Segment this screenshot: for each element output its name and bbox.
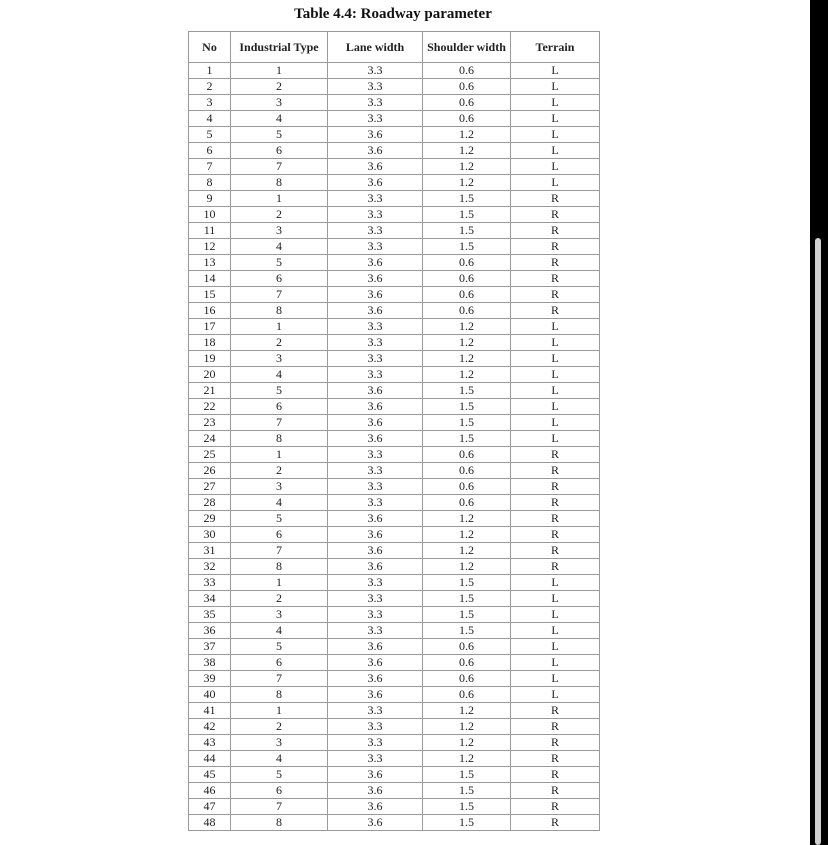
cell-shoulder-width: 0.6 — [423, 479, 511, 495]
cell-lane-width: 3.3 — [328, 751, 423, 767]
table-row — [189, 319, 600, 335]
cell-lane-width: 3.6 — [328, 671, 423, 687]
table-caption: Table 4.4: Roadway parameter — [294, 6, 492, 22]
cell-terrain: R — [511, 223, 600, 239]
cell-shoulder-width: 1.5 — [423, 223, 511, 239]
table-row — [189, 703, 600, 719]
cell-lane-width: 3.6 — [328, 255, 423, 271]
cell-terrain: L — [511, 399, 600, 415]
cell-terrain: R — [511, 783, 600, 799]
cell-no: 42 — [189, 719, 231, 735]
cell-lane-width: 3.6 — [328, 655, 423, 671]
cell-lane-width: 3.6 — [328, 175, 423, 191]
table-row — [189, 767, 600, 783]
cell-no: 44 — [189, 751, 231, 767]
cell-shoulder-width: 1.5 — [423, 415, 511, 431]
cell-no: 38 — [189, 655, 231, 671]
cell-terrain: R — [511, 719, 600, 735]
table-row — [189, 447, 600, 463]
table-row — [189, 751, 600, 767]
cell-industrial-type: 8 — [231, 815, 328, 831]
cell-terrain: L — [511, 431, 600, 447]
cell-shoulder-width: 1.5 — [423, 207, 511, 223]
cell-lane-width: 3.3 — [328, 735, 423, 751]
cell-shoulder-width: 0.6 — [423, 671, 511, 687]
cell-industrial-type: 8 — [231, 559, 328, 575]
cell-industrial-type: 3 — [231, 735, 328, 751]
table-row — [189, 591, 600, 607]
cell-shoulder-width: 1.5 — [423, 591, 511, 607]
cell-industrial-type: 3 — [231, 607, 328, 623]
cell-no: 13 — [189, 255, 231, 271]
cell-no: 23 — [189, 415, 231, 431]
cell-no: 9 — [189, 191, 231, 207]
cell-industrial-type: 4 — [231, 367, 328, 383]
cell-terrain: L — [511, 159, 600, 175]
cell-no: 25 — [189, 447, 231, 463]
cell-lane-width: 3.3 — [328, 703, 423, 719]
cell-lane-width: 3.3 — [328, 111, 423, 127]
cell-industrial-type: 1 — [231, 319, 328, 335]
cell-industrial-type: 2 — [231, 335, 328, 351]
cell-terrain: L — [511, 383, 600, 399]
cell-industrial-type: 4 — [231, 751, 328, 767]
cell-industrial-type: 4 — [231, 239, 328, 255]
cell-shoulder-width: 1.2 — [423, 751, 511, 767]
cell-terrain: R — [511, 191, 600, 207]
cell-shoulder-width: 0.6 — [423, 111, 511, 127]
table-body — [189, 63, 600, 831]
table-row — [189, 271, 600, 287]
cell-shoulder-width: 1.2 — [423, 159, 511, 175]
cell-lane-width: 3.6 — [328, 815, 423, 831]
cell-terrain: R — [511, 511, 600, 527]
cell-terrain: L — [511, 623, 600, 639]
cell-no: 5 — [189, 127, 231, 143]
cell-shoulder-width: 0.6 — [423, 79, 511, 95]
table-row — [189, 783, 600, 799]
cell-no: 43 — [189, 735, 231, 751]
cell-terrain: L — [511, 95, 600, 111]
cell-shoulder-width: 1.5 — [423, 239, 511, 255]
cell-lane-width: 3.3 — [328, 591, 423, 607]
cell-terrain: R — [511, 799, 600, 815]
cell-terrain: L — [511, 111, 600, 127]
cell-no: 27 — [189, 479, 231, 495]
cell-shoulder-width: 1.2 — [423, 319, 511, 335]
table-row — [189, 143, 600, 159]
cell-no: 37 — [189, 639, 231, 655]
cell-no: 29 — [189, 511, 231, 527]
cell-industrial-type: 4 — [231, 495, 328, 511]
cell-industrial-type: 7 — [231, 671, 328, 687]
header-no: No — [189, 32, 231, 63]
cell-shoulder-width: 1.5 — [423, 799, 511, 815]
cell-no: 7 — [189, 159, 231, 175]
table-row — [189, 495, 600, 511]
table-row — [189, 479, 600, 495]
cell-terrain: R — [511, 703, 600, 719]
cell-terrain: L — [511, 335, 600, 351]
cell-lane-width: 3.3 — [328, 319, 423, 335]
table-row — [189, 655, 600, 671]
cell-terrain: R — [511, 463, 600, 479]
cell-shoulder-width: 1.5 — [423, 815, 511, 831]
cell-no: 35 — [189, 607, 231, 623]
cell-terrain: R — [511, 303, 600, 319]
cell-terrain: R — [511, 815, 600, 831]
cell-terrain: L — [511, 415, 600, 431]
cell-industrial-type: 3 — [231, 479, 328, 495]
cell-industrial-type: 6 — [231, 399, 328, 415]
cell-shoulder-width: 0.6 — [423, 255, 511, 271]
cell-shoulder-width: 0.6 — [423, 303, 511, 319]
cell-terrain: L — [511, 655, 600, 671]
cell-lane-width: 3.3 — [328, 335, 423, 351]
cell-no: 14 — [189, 271, 231, 287]
cell-terrain: R — [511, 207, 600, 223]
cell-shoulder-width: 1.2 — [423, 175, 511, 191]
table-row — [189, 351, 600, 367]
cell-no: 26 — [189, 463, 231, 479]
cell-terrain: R — [511, 751, 600, 767]
table-row — [189, 127, 600, 143]
cell-terrain: L — [511, 591, 600, 607]
cell-no: 46 — [189, 783, 231, 799]
cell-terrain: R — [511, 479, 600, 495]
cell-shoulder-width: 0.6 — [423, 655, 511, 671]
cell-industrial-type: 6 — [231, 143, 328, 159]
cell-terrain: L — [511, 175, 600, 191]
cell-industrial-type: 6 — [231, 271, 328, 287]
cell-no: 12 — [189, 239, 231, 255]
cell-terrain: R — [511, 239, 600, 255]
cell-terrain: L — [511, 143, 600, 159]
cell-no: 6 — [189, 143, 231, 159]
cell-no: 34 — [189, 591, 231, 607]
cell-lane-width: 3.3 — [328, 495, 423, 511]
cell-industrial-type: 4 — [231, 111, 328, 127]
cell-shoulder-width: 1.5 — [423, 399, 511, 415]
cell-lane-width: 3.3 — [328, 95, 423, 111]
table-row — [189, 255, 600, 271]
table-row — [189, 735, 600, 751]
cell-no: 4 — [189, 111, 231, 127]
cell-terrain: L — [511, 639, 600, 655]
table-row — [189, 367, 600, 383]
cell-no: 39 — [189, 671, 231, 687]
cell-shoulder-width: 1.5 — [423, 623, 511, 639]
cell-terrain: L — [511, 687, 600, 703]
cell-no: 40 — [189, 687, 231, 703]
table-row — [189, 399, 600, 415]
cell-no: 19 — [189, 351, 231, 367]
cell-industrial-type: 8 — [231, 175, 328, 191]
cell-shoulder-width: 0.6 — [423, 287, 511, 303]
cell-no: 30 — [189, 527, 231, 543]
cell-shoulder-width: 1.2 — [423, 143, 511, 159]
table-row — [189, 415, 600, 431]
cell-terrain: R — [511, 767, 600, 783]
cell-industrial-type: 8 — [231, 431, 328, 447]
cell-industrial-type: 2 — [231, 591, 328, 607]
table-row — [189, 623, 600, 639]
cell-terrain: R — [511, 495, 600, 511]
table-row — [189, 815, 600, 831]
cell-no: 22 — [189, 399, 231, 415]
cell-lane-width: 3.3 — [328, 79, 423, 95]
cell-shoulder-width: 1.2 — [423, 511, 511, 527]
cell-shoulder-width: 1.2 — [423, 127, 511, 143]
cell-lane-width: 3.6 — [328, 543, 423, 559]
cell-industrial-type: 7 — [231, 287, 328, 303]
cell-industrial-type: 7 — [231, 159, 328, 175]
cell-terrain: L — [511, 319, 600, 335]
cell-shoulder-width: 1.5 — [423, 607, 511, 623]
cell-shoulder-width: 0.6 — [423, 639, 511, 655]
table-row — [189, 607, 600, 623]
cell-industrial-type: 3 — [231, 351, 328, 367]
table-row — [189, 527, 600, 543]
cell-shoulder-width: 1.5 — [423, 431, 511, 447]
cell-no: 8 — [189, 175, 231, 191]
cell-lane-width: 3.6 — [328, 799, 423, 815]
table-row — [189, 207, 600, 223]
cell-industrial-type: 2 — [231, 207, 328, 223]
cell-lane-width: 3.3 — [328, 63, 423, 79]
cell-lane-width: 3.6 — [328, 511, 423, 527]
cell-lane-width: 3.6 — [328, 415, 423, 431]
cell-industrial-type: 3 — [231, 95, 328, 111]
cell-no: 2 — [189, 79, 231, 95]
cell-no: 28 — [189, 495, 231, 511]
cell-lane-width: 3.3 — [328, 479, 423, 495]
cell-lane-width: 3.6 — [328, 559, 423, 575]
cell-industrial-type: 1 — [231, 447, 328, 463]
cell-terrain: R — [511, 527, 600, 543]
cell-lane-width: 3.3 — [328, 239, 423, 255]
cell-lane-width: 3.3 — [328, 351, 423, 367]
cell-shoulder-width: 1.5 — [423, 767, 511, 783]
cell-industrial-type: 7 — [231, 415, 328, 431]
cell-no: 45 — [189, 767, 231, 783]
cell-no: 32 — [189, 559, 231, 575]
table-row — [189, 719, 600, 735]
table-row — [189, 383, 600, 399]
cell-no: 20 — [189, 367, 231, 383]
table-row — [189, 63, 600, 79]
cell-industrial-type: 4 — [231, 623, 328, 639]
cell-lane-width: 3.3 — [328, 463, 423, 479]
cell-industrial-type: 1 — [231, 703, 328, 719]
scrollbar-thumb[interactable] — [815, 238, 821, 845]
table-row — [189, 687, 600, 703]
cell-shoulder-width: 0.6 — [423, 271, 511, 287]
cell-industrial-type: 8 — [231, 687, 328, 703]
cell-shoulder-width: 0.6 — [423, 687, 511, 703]
cell-industrial-type: 7 — [231, 543, 328, 559]
cell-terrain: L — [511, 607, 600, 623]
cell-shoulder-width: 1.5 — [423, 783, 511, 799]
header-terrain: Terrain — [511, 32, 600, 63]
table-row — [189, 463, 600, 479]
cell-industrial-type: 6 — [231, 783, 328, 799]
cell-lane-width: 3.6 — [328, 303, 423, 319]
cell-shoulder-width: 1.5 — [423, 575, 511, 591]
table-row — [189, 175, 600, 191]
cell-shoulder-width: 1.2 — [423, 559, 511, 575]
cell-shoulder-width: 1.2 — [423, 335, 511, 351]
table-row — [189, 431, 600, 447]
cell-industrial-type: 5 — [231, 255, 328, 271]
table-row — [189, 559, 600, 575]
table-row — [189, 191, 600, 207]
cell-shoulder-width: 1.2 — [423, 351, 511, 367]
cell-industrial-type: 3 — [231, 223, 328, 239]
cell-industrial-type: 2 — [231, 79, 328, 95]
table-row — [189, 639, 600, 655]
cell-lane-width: 3.6 — [328, 431, 423, 447]
cell-terrain: L — [511, 671, 600, 687]
cell-shoulder-width: 1.2 — [423, 543, 511, 559]
cell-lane-width: 3.6 — [328, 271, 423, 287]
cell-lane-width: 3.6 — [328, 767, 423, 783]
cell-lane-width: 3.3 — [328, 623, 423, 639]
table-row — [189, 543, 600, 559]
cell-no: 11 — [189, 223, 231, 239]
cell-terrain: R — [511, 287, 600, 303]
cell-no: 41 — [189, 703, 231, 719]
cell-industrial-type: 1 — [231, 191, 328, 207]
cell-lane-width: 3.3 — [328, 223, 423, 239]
table-row — [189, 159, 600, 175]
cell-no: 1 — [189, 63, 231, 79]
cell-shoulder-width: 1.2 — [423, 719, 511, 735]
cell-terrain: R — [511, 447, 600, 463]
cell-no: 48 — [189, 815, 231, 831]
cell-lane-width: 3.3 — [328, 607, 423, 623]
cell-shoulder-width: 1.2 — [423, 527, 511, 543]
cell-no: 17 — [189, 319, 231, 335]
table-row — [189, 335, 600, 351]
cell-lane-width: 3.3 — [328, 719, 423, 735]
cell-industrial-type: 5 — [231, 767, 328, 783]
cell-industrial-type: 2 — [231, 719, 328, 735]
cell-no: 21 — [189, 383, 231, 399]
table-row — [189, 671, 600, 687]
cell-lane-width: 3.3 — [328, 207, 423, 223]
table-row — [189, 303, 600, 319]
table-row — [189, 239, 600, 255]
cell-terrain: L — [511, 367, 600, 383]
cell-lane-width: 3.6 — [328, 527, 423, 543]
cell-terrain: L — [511, 63, 600, 79]
cell-industrial-type: 6 — [231, 655, 328, 671]
cell-terrain: R — [511, 559, 600, 575]
cell-lane-width: 3.3 — [328, 447, 423, 463]
cell-lane-width: 3.3 — [328, 575, 423, 591]
cell-no: 47 — [189, 799, 231, 815]
cell-lane-width: 3.6 — [328, 399, 423, 415]
cell-terrain: L — [511, 127, 600, 143]
table-row — [189, 95, 600, 111]
cell-shoulder-width: 1.5 — [423, 191, 511, 207]
cell-industrial-type: 1 — [231, 63, 328, 79]
cell-terrain: R — [511, 271, 600, 287]
cell-lane-width: 3.6 — [328, 159, 423, 175]
cell-no: 33 — [189, 575, 231, 591]
table-row — [189, 223, 600, 239]
cell-lane-width: 3.6 — [328, 783, 423, 799]
cell-terrain: R — [511, 255, 600, 271]
cell-no: 31 — [189, 543, 231, 559]
cell-shoulder-width: 1.2 — [423, 367, 511, 383]
cell-shoulder-width: 0.6 — [423, 95, 511, 111]
cell-shoulder-width: 0.6 — [423, 63, 511, 79]
cell-terrain: L — [511, 79, 600, 95]
cell-no: 18 — [189, 335, 231, 351]
table-row — [189, 511, 600, 527]
header-shoulder-width: Shoulder width — [423, 32, 511, 63]
roadway-parameter-table — [188, 31, 600, 831]
table-row — [189, 575, 600, 591]
cell-lane-width: 3.6 — [328, 127, 423, 143]
cell-industrial-type: 6 — [231, 527, 328, 543]
cell-shoulder-width: 0.6 — [423, 495, 511, 511]
header-industrial-type: Industrial Type — [231, 32, 328, 63]
cell-no: 36 — [189, 623, 231, 639]
header-lane-width: Lane width — [328, 32, 423, 63]
cell-shoulder-width: 0.6 — [423, 463, 511, 479]
table-row — [189, 287, 600, 303]
cell-terrain: R — [511, 543, 600, 559]
cell-terrain: L — [511, 351, 600, 367]
cell-no: 16 — [189, 303, 231, 319]
cell-no: 15 — [189, 287, 231, 303]
cell-shoulder-width: 1.2 — [423, 735, 511, 751]
cell-lane-width: 3.6 — [328, 639, 423, 655]
cell-no: 24 — [189, 431, 231, 447]
cell-terrain: L — [511, 575, 600, 591]
cell-industrial-type: 5 — [231, 127, 328, 143]
cell-shoulder-width: 1.5 — [423, 383, 511, 399]
cell-industrial-type: 8 — [231, 303, 328, 319]
cell-lane-width: 3.3 — [328, 367, 423, 383]
cell-lane-width: 3.6 — [328, 687, 423, 703]
table-row — [189, 79, 600, 95]
cell-lane-width: 3.6 — [328, 143, 423, 159]
table-header-row — [189, 32, 600, 63]
cell-industrial-type: 2 — [231, 463, 328, 479]
cell-industrial-type: 5 — [231, 639, 328, 655]
cell-shoulder-width: 1.2 — [423, 703, 511, 719]
cell-industrial-type: 7 — [231, 799, 328, 815]
cell-lane-width: 3.6 — [328, 287, 423, 303]
table-row — [189, 799, 600, 815]
cell-shoulder-width: 0.6 — [423, 447, 511, 463]
cell-lane-width: 3.3 — [328, 191, 423, 207]
cell-lane-width: 3.6 — [328, 383, 423, 399]
cell-no: 10 — [189, 207, 231, 223]
table-row — [189, 111, 600, 127]
cell-industrial-type: 1 — [231, 575, 328, 591]
cell-no: 3 — [189, 95, 231, 111]
cell-industrial-type: 5 — [231, 383, 328, 399]
cell-industrial-type: 5 — [231, 511, 328, 527]
cell-terrain: R — [511, 735, 600, 751]
